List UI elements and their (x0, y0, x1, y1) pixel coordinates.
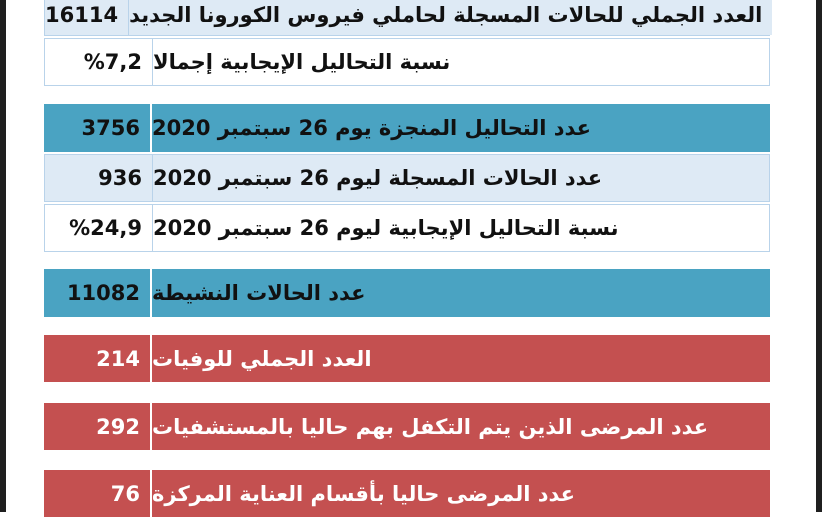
stat-row-positive-rate-total (44, 38, 770, 86)
stat-value-active-cases: 11082 (44, 269, 152, 317)
stat-value-hospitalized: 292 (44, 403, 152, 450)
stat-value-icu: 76 (44, 470, 152, 517)
stat-row-tests-done-day (44, 104, 770, 152)
stat-value-positive-rate-day: %24,9 (45, 205, 153, 251)
stat-value-tests-done-day: 3756 (44, 104, 152, 152)
stat-label-total-deaths: العدد الجملي للوفيات (152, 335, 770, 382)
stat-row-cases-day (44, 154, 770, 202)
stat-label-tests-done-day: عدد التحاليل المنجزة يوم 26 سبتمبر 2020 (152, 104, 770, 152)
stat-row-active-cases (44, 269, 770, 317)
stat-label-positive-rate-day: نسبة التحاليل الإيجابية ليوم 26 سبتمبر 2020 (153, 205, 769, 251)
stat-value-total-cases: 16114 (45, 0, 129, 35)
stat-value-cases-day: 936 (45, 155, 153, 201)
stat-row-total-cases (44, 0, 770, 36)
right-frame-border (816, 0, 822, 512)
stat-row-hospitalized (44, 403, 770, 450)
stat-label-positive-rate-total: نسبة التحاليل الإيجابية إجمالا (153, 39, 769, 85)
stat-label-hospitalized: عدد المرضى الذين يتم التكفل بهم حاليا بالمستشفيات (152, 403, 770, 450)
stat-row-positive-rate-day (44, 204, 770, 252)
left-frame-border (0, 0, 6, 512)
stat-label-cases-day: عدد الحالات المسجلة ليوم 26 سبتمبر 2020 (153, 155, 769, 201)
stat-label-icu: عدد المرضى حاليا بأقسام العناية المركزة (152, 470, 770, 517)
stat-label-total-cases: العدد الجملي للحالات المسجلة لحاملي فيروس الكورونا الجديد (129, 0, 772, 35)
stat-row-total-deaths (44, 335, 770, 382)
stat-row-icu (44, 470, 770, 517)
stat-label-active-cases: عدد الحالات النشيطة (152, 269, 770, 317)
stat-value-total-deaths: 214 (44, 335, 152, 382)
stat-value-positive-rate-total: %7,2 (45, 39, 153, 85)
